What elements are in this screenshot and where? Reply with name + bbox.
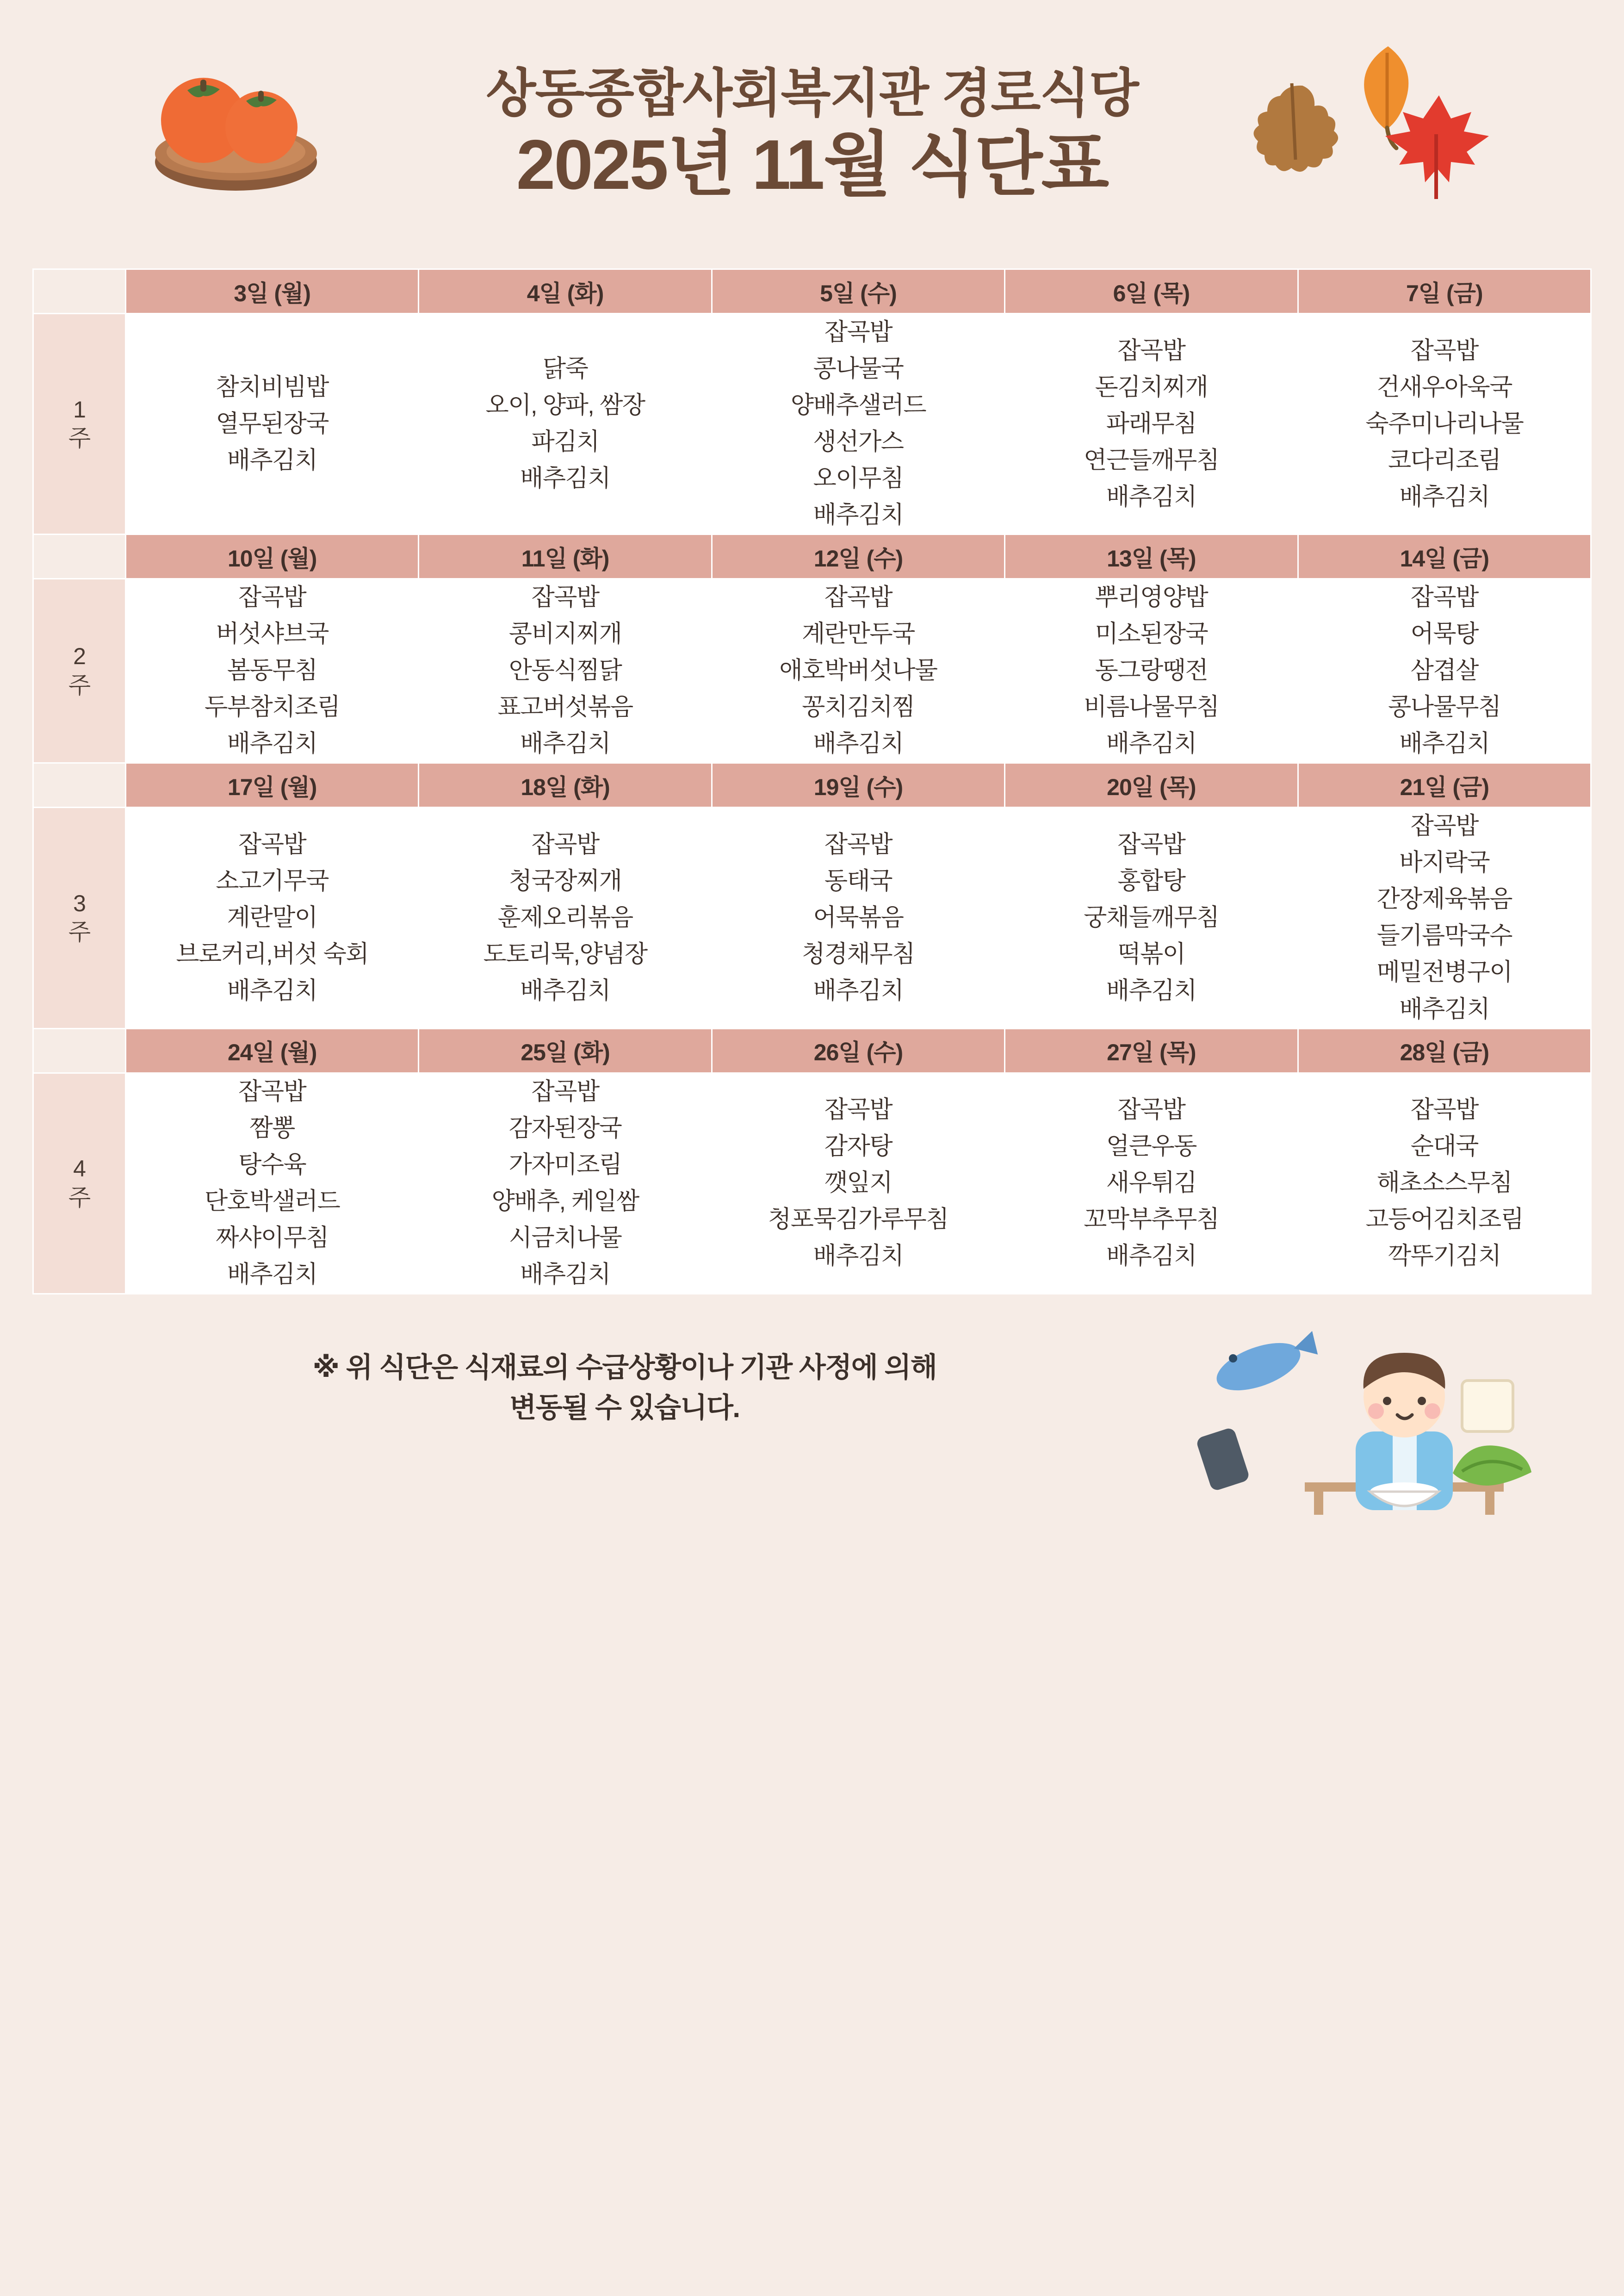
menu-item: 감자된장국 (508, 1114, 622, 1142)
menu-item: 떡볶이 (1117, 940, 1185, 968)
date-header-cell: 11일 (화) (419, 535, 712, 579)
menu-cell (1005, 314, 1298, 535)
menu-item: 배추김치 (227, 730, 317, 758)
menu-item: 건새우아욱국 (1376, 373, 1512, 401)
menu-item: 양배추, 케일쌈 (491, 1188, 639, 1215)
menu-item: 잡곡밥 (531, 584, 599, 611)
corner-spacer (33, 269, 126, 314)
menu-cell (419, 1073, 712, 1294)
menu-item: 삼겹살 (1410, 657, 1478, 684)
menu-item: 청국장찌개 (508, 867, 622, 895)
menu-item: 배추김치 (1106, 977, 1196, 1004)
date-header-cell: 28일 (금) (1298, 1028, 1591, 1073)
menu-cell (1005, 1073, 1298, 1294)
menu-item: 연근들깨무침 (1084, 447, 1219, 474)
menu-item: 메밀전병구이 (1376, 959, 1512, 986)
week-unit: 주 (68, 919, 91, 946)
menu-cell (712, 579, 1004, 763)
corner-spacer (33, 763, 126, 808)
menu-item: 잡곡밥 (1117, 337, 1185, 364)
menu-item: 파김치 (531, 429, 599, 456)
date-header-cell: 20일 (목) (1005, 763, 1298, 808)
menu-item: 배추김치 (813, 1243, 904, 1270)
menu-item: 잡곡밥 (1410, 813, 1478, 840)
menu-item: 들기름막국수 (1376, 922, 1512, 950)
menu-item: 배추김치 (1399, 483, 1490, 510)
menu-cell (126, 1073, 419, 1294)
menu-item: 배추김치 (1106, 1243, 1196, 1270)
menu-item: 브로커리,버섯 숙회 (176, 940, 369, 968)
menu-item: 도토리묵,양념장 (483, 940, 647, 968)
page-title (486, 64, 1138, 204)
menu-cell (419, 314, 712, 535)
menu-item: 참치비빔밥 (216, 373, 329, 401)
menu-cell (1298, 808, 1591, 1028)
date-header-cell: 17일 (월) (126, 763, 419, 808)
menu-item: 동태국 (824, 867, 893, 895)
date-header-cell: 14일 (금) (1298, 535, 1591, 579)
menu-item: 잡곡밥 (238, 1078, 306, 1105)
menu-item: 콩비지찌개 (508, 621, 622, 648)
menu-item: 잡곡밥 (824, 584, 893, 611)
menu-item: 꼬막부추무침 (1084, 1206, 1219, 1233)
menu-item: 훈제오리볶음 (497, 904, 633, 931)
menu-cell (712, 1073, 1004, 1294)
menu-item: 홍합탕 (1117, 867, 1185, 895)
menu-item: 감자탕 (824, 1133, 893, 1160)
date-header-row (33, 535, 1591, 579)
menu-item: 배추김치 (227, 977, 317, 1004)
menu-cell (1298, 314, 1591, 535)
menu-item: 순대국 (1410, 1133, 1478, 1160)
menu-item: 배추김치 (1399, 996, 1490, 1023)
date-header-row (33, 269, 1591, 314)
week-number: 1 (73, 396, 86, 423)
week-label (33, 808, 126, 1028)
menu-item: 단호박샐러드 (204, 1188, 340, 1215)
corner-spacer (33, 535, 126, 579)
menu-cell (712, 314, 1004, 535)
menu-item: 봄동무침 (227, 657, 317, 684)
menu-item: 잡곡밥 (238, 831, 306, 858)
menu-item: 새우튀김 (1106, 1170, 1196, 1197)
menu-item: 청포묵김가루무침 (768, 1206, 948, 1233)
menu-cell (1005, 808, 1298, 1028)
week-number: 4 (73, 1156, 86, 1182)
menu-item: 짜샤이무침 (216, 1224, 329, 1251)
date-header-cell: 4일 (화) (419, 269, 712, 314)
week-menu-row (33, 1073, 1591, 1294)
menu-item: 배추김치 (520, 465, 611, 492)
menu-item: 배추김치 (520, 730, 611, 758)
menu-item: 계란만두국 (802, 621, 915, 648)
menu-item: 잡곡밥 (1410, 584, 1478, 611)
menu-item: 버섯샤브국 (216, 621, 329, 648)
menu-item: 배추김치 (813, 977, 904, 1004)
cook-with-ingredients-icon (1189, 1325, 1541, 1519)
menu-item: 청경채무침 (802, 940, 915, 968)
menu-table-wrapper (0, 268, 1624, 1294)
date-header-cell: 6일 (목) (1005, 269, 1298, 314)
date-header-cell: 24일 (월) (126, 1028, 419, 1073)
menu-item: 오이, 양파, 쌈장 (485, 392, 645, 419)
menu-cell (419, 808, 712, 1028)
persimmon-plate-icon (139, 46, 333, 199)
menu-item: 배추김치 (813, 730, 904, 758)
date-header-cell: 10일 (월) (126, 535, 419, 579)
monthly-menu-table (32, 268, 1592, 1294)
date-header-cell: 5일 (수) (712, 269, 1004, 314)
date-header-cell: 26일 (수) (712, 1028, 1004, 1073)
menu-item: 간장제육볶음 (1376, 886, 1512, 913)
menu-item: 해초소스무침 (1376, 1170, 1512, 1197)
week-number: 3 (73, 890, 86, 916)
menu-item: 얼큰우동 (1106, 1133, 1196, 1160)
menu-item: 두부참치조림 (204, 694, 340, 721)
autumn-leaves-icon (1249, 37, 1508, 213)
menu-item: 바지락국 (1399, 849, 1490, 877)
menu-item: 동그랑땡전 (1095, 657, 1208, 684)
menu-item: 어묵볶음 (813, 904, 904, 931)
week-menu-row (33, 579, 1591, 763)
date-header-cell: 27일 (목) (1005, 1028, 1298, 1073)
menu-item: 비름나물무침 (1084, 694, 1219, 721)
menu-cell (126, 314, 419, 535)
menu-item: 배추김치 (813, 502, 904, 529)
menu-item: 짬뽕 (249, 1114, 295, 1142)
week-unit: 주 (68, 1184, 91, 1211)
date-header-row (33, 763, 1591, 808)
menu-item: 잡곡밥 (1410, 1096, 1478, 1124)
page-header (0, 0, 1624, 268)
menu-item: 계란말이 (227, 904, 317, 931)
menu-cell (1298, 579, 1591, 763)
date-header-cell: 3일 (월) (126, 269, 419, 314)
week-label (33, 1073, 126, 1294)
menu-item: 잡곡밥 (824, 1096, 893, 1124)
week-label (33, 314, 126, 535)
menu-item: 잡곡밥 (1117, 831, 1185, 858)
menu-cell (1298, 1073, 1591, 1294)
notice-line-2: 변동될 수 있습니다. (509, 1392, 740, 1423)
date-header-cell: 13일 (목) (1005, 535, 1298, 579)
menu-item: 돈김치찌개 (1095, 373, 1208, 401)
menu-item: 배추김치 (1399, 730, 1490, 758)
menu-item: 배추김치 (227, 1261, 317, 1288)
week-menu-row (33, 314, 1591, 535)
week-unit: 주 (68, 672, 91, 698)
menu-item: 시금치나물 (508, 1224, 622, 1251)
date-header-cell: 19일 (수) (712, 763, 1004, 808)
date-header-cell: 21일 (금) (1298, 763, 1591, 808)
menu-cell (126, 579, 419, 763)
menu-item: 배추김치 (520, 1261, 611, 1288)
menu-cell (1005, 579, 1298, 763)
menu-item: 탕수육 (238, 1151, 306, 1178)
menu-item: 잡곡밥 (824, 831, 893, 858)
menu-item: 궁채들깨무침 (1084, 904, 1219, 931)
menu-item: 배추김치 (1106, 730, 1196, 758)
notice-text (162, 1334, 1087, 1428)
menu-item: 미소된장국 (1095, 621, 1208, 648)
menu-item: 생선가스 (813, 429, 904, 456)
menu-title: 2025년 11월 식단표 (516, 125, 1108, 204)
menu-item: 표고버섯볶음 (497, 694, 633, 721)
menu-cell (712, 808, 1004, 1028)
menu-item: 양배추샐러드 (790, 392, 926, 419)
week-number: 2 (73, 643, 86, 670)
menu-item: 잡곡밥 (824, 319, 893, 346)
menu-item: 잡곡밥 (1117, 1096, 1185, 1124)
date-header-cell: 18일 (화) (419, 763, 712, 808)
menu-item: 뿌리영양밥 (1095, 584, 1208, 611)
menu-item: 깻잎지 (824, 1170, 893, 1197)
menu-item: 고등어김치조림 (1365, 1206, 1524, 1233)
notice-line-1: ※ 위 식단은 식재료의 수급상황이나 기관 사정에 의해 (312, 1351, 937, 1383)
menu-item: 잡곡밥 (531, 1078, 599, 1105)
menu-item: 코다리조림 (1388, 447, 1501, 474)
date-header-row (33, 1028, 1591, 1073)
menu-item: 안동식찜닭 (508, 657, 622, 684)
menu-item: 꽁치김치찜 (802, 694, 915, 721)
menu-item: 소고기무국 (216, 867, 329, 895)
week-menu-row (33, 808, 1591, 1028)
menu-item: 닭죽 (542, 355, 588, 383)
menu-item: 숙주미나리나물 (1365, 410, 1524, 437)
menu-item: 잡곡밥 (238, 584, 306, 611)
menu-item: 배추김치 (1106, 483, 1196, 510)
menu-item: 애호박버섯나물 (779, 657, 937, 684)
menu-item: 열무된장국 (216, 410, 329, 437)
menu-item: 잡곡밥 (1410, 337, 1478, 364)
menu-item: 잡곡밥 (531, 831, 599, 858)
menu-item: 파래무침 (1106, 410, 1196, 437)
page-footer (0, 1334, 1624, 1533)
date-header-cell: 12일 (수) (712, 535, 1004, 579)
menu-item: 어묵탕 (1410, 621, 1478, 648)
date-header-cell: 25일 (화) (419, 1028, 712, 1073)
menu-item: 가자미조림 (508, 1151, 622, 1178)
menu-item: 콩나물국 (813, 355, 904, 383)
menu-item: 배추김치 (227, 447, 317, 474)
menu-item: 오이무침 (813, 465, 904, 492)
menu-cell (126, 808, 419, 1028)
menu-cell (419, 579, 712, 763)
date-header-cell: 7일 (금) (1298, 269, 1591, 314)
week-label (33, 579, 126, 763)
week-unit: 주 (68, 425, 91, 452)
menu-item: 배추김치 (520, 977, 611, 1004)
menu-item: 깍뚜기김치 (1388, 1243, 1501, 1270)
menu-item: 콩나물무침 (1388, 694, 1501, 721)
corner-spacer (33, 1028, 126, 1073)
org-title: 상동종합사회복지관 경로식당 (486, 64, 1138, 123)
